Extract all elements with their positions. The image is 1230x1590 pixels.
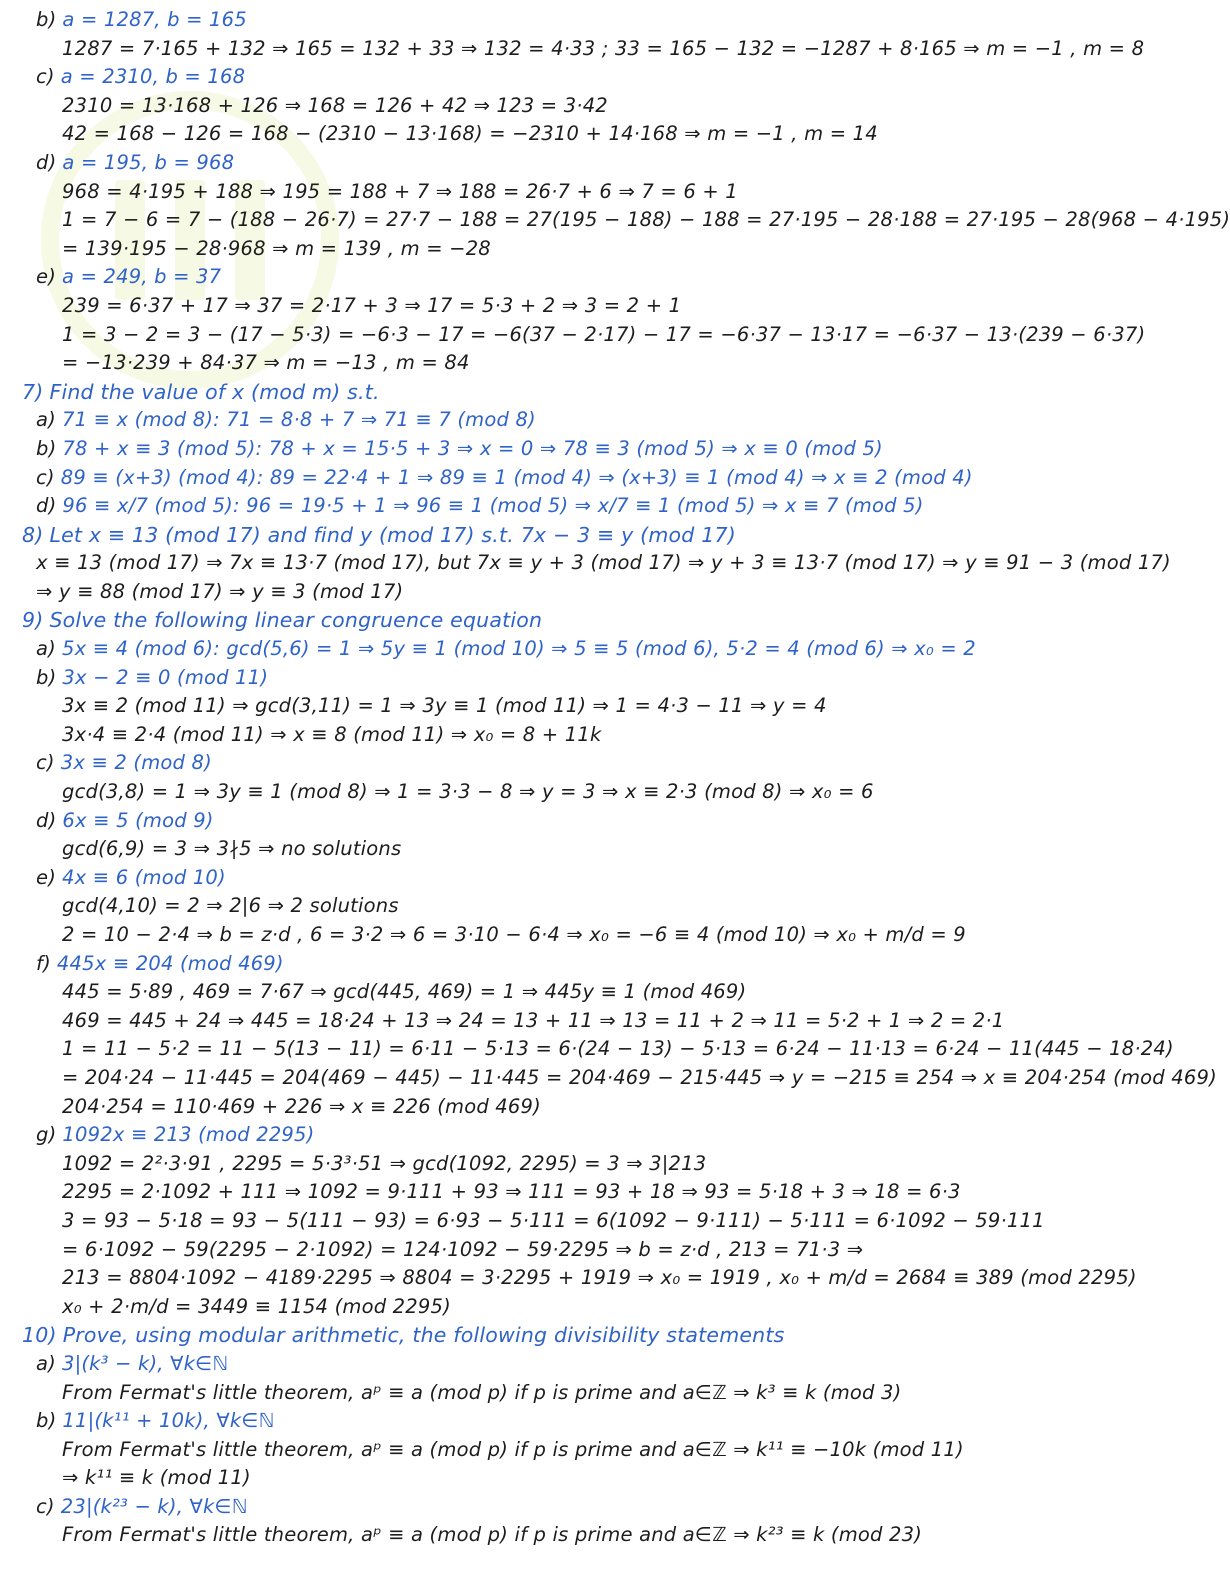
- line-text: 1287 = 7·165 + 132 ⇒ 165 = 132 + 33 ⇒ 132 = 4·33 ; 33 = 165 − 132 = −1287 + 8·165 ⇒ m = −1 , m = 8: [62, 36, 1145, 60]
- solution-line: [22, 1236, 1107, 1265]
- subexercise-line: [22, 1493, 1107, 1522]
- line-text: Let x ≡ 13 (mod 17) and find y (mod 17) s.t. 7x − 3 ≡ y (mod 17): [49, 522, 736, 547]
- line-text: 3 = 93 − 5·18 = 93 − 5(111 − 93) = 6·93 − 5·111 = 6(1092 − 9·111) − 5·111 = 6·1092 − 59·111: [62, 1208, 1045, 1232]
- line-text: 4x ≡ 6 (mod 10): [62, 865, 226, 889]
- item-label: b): [36, 8, 57, 31]
- solution-line: [22, 1379, 1107, 1408]
- line-text: a = 249, b = 37: [62, 265, 222, 289]
- line-text: 23|(k²³ − k), ∀k∈ℕ: [60, 1494, 248, 1518]
- solution-line: [22, 1093, 1107, 1122]
- item-label: a): [36, 1351, 56, 1375]
- solution-line: [22, 1150, 1107, 1179]
- line-text: = 204·24 − 11·445 = 204(469 − 445) − 11·445 = 204·469 − 215·445 ⇒ y = −215 ≡ 254 ⇒ x ≡ 204·254 (mod 469): [62, 1065, 1217, 1089]
- line-text: 1 = 3 − 2 = 3 − (17 − 5·3) = −6·3 − 17 = −6(37 − 2·17) − 17 = −6·37 − 13·17 = −6·37 − 13·(239 − 6·37): [62, 322, 1146, 346]
- line-text: Solve the following linear congruence equation: [49, 608, 543, 633]
- solution-line: [22, 349, 1107, 378]
- line-text: 5x ≡ 4 (mod 6): gcd(5,6) = 1 ⇒ 5y ≡ 1 (mod 10) ⇒ 5 ≡ 5 (mod 6), 5·2 = 4 (mod 6) ⇒ x₀ = 2: [61, 637, 976, 661]
- solution-line: [22, 1293, 1107, 1322]
- line-text: 89 ≡ (x+3) (mod 4): 89 = 22·4 + 1 ⇒ 89 ≡ 1 (mod 4) ⇒ (x+3) ≡ 1 (mod 4) ⇒ x ≡ 2 (mod 4): [60, 465, 973, 489]
- line-text: 42 = 168 − 126 = 168 − (2310 − 13·168) = −2310 + 14·168 ⇒ m = −1 , m = 14: [62, 122, 878, 146]
- solution-line: [22, 1064, 1217, 1093]
- line-text: Prove, using modular arithmetic, the following divisibility statements: [62, 1323, 785, 1348]
- line-text: From Fermat's little theorem, aᵖ ≡ a (mod p) if p is prime and a∈ℤ ⇒ k²³ ≡ k (mod 23): [62, 1523, 923, 1547]
- line-text: 71 ≡ x (mod 8): 71 = 8·8 + 7 ⇒ 71 ≡ 7 (mod 8): [61, 408, 536, 432]
- line-text: 78 + x ≡ 3 (mod 5): 78 + x = 15·5 + 3 ⇒ x = 0 ⇒ 78 ≡ 3 (mod 5) ⇒ x ≡ 0 (mod 5): [62, 436, 883, 460]
- line-text: 6x ≡ 5 (mod 9): [62, 808, 214, 832]
- solution-line: [22, 778, 1107, 807]
- subexercise-line: [22, 149, 1107, 178]
- line-text: gcd(3,8) = 1 ⇒ 3y ≡ 1 (mod 8) ⇒ 1 = 3·3 − 8 ⇒ y = 3 ⇒ x ≡ 2·3 (mod 8) ⇒ x₀ = 6: [62, 780, 874, 804]
- item-label: f): [36, 951, 51, 975]
- line-text: 11|(k¹¹ + 10k), ∀k∈ℕ: [62, 1409, 275, 1433]
- item-label: b): [36, 1409, 57, 1433]
- subexercise-line: [22, 63, 1107, 92]
- item-label: 10): [22, 1323, 57, 1348]
- item-label: c): [36, 465, 55, 489]
- item-label: d): [36, 150, 57, 174]
- line-text: 968 = 4·195 + 188 ⇒ 195 = 188 + 7 ⇒ 188 = 26·7 + 6 ⇒ 7 = 6 + 1: [62, 179, 738, 203]
- subexercise-line: [22, 464, 1107, 493]
- solution-line: [22, 692, 1107, 721]
- solution-line: [22, 1007, 1107, 1036]
- solution-line: [22, 1521, 1107, 1550]
- line-text: From Fermat's little theorem, aᵖ ≡ a (mod p) if p is prime and a∈ℤ ⇒ k¹¹ ≡ −10k (mod 11): [62, 1437, 964, 1461]
- item-label: 7): [22, 379, 44, 404]
- line-text: 445 = 5·89 , 469 = 7·67 ⇒ gcd(445, 469) = 1 ⇒ 445y ≡ 1 (mod 469): [62, 980, 747, 1004]
- solution-line: [22, 549, 1171, 578]
- item-label: b): [36, 665, 57, 689]
- line-text: 3x ≡ 2 (mod 11) ⇒ gcd(3,11) = 1 ⇒ 3y ≡ 1 (mod 11) ⇒ 1 = 4·3 − 11 ⇒ y = 4: [62, 694, 827, 718]
- subexercise-line: [22, 749, 1107, 778]
- exercise-heading: [22, 521, 1107, 550]
- item-label: c): [36, 1494, 55, 1518]
- line-text: ⇒ y ≡ 88 (mod 17) ⇒ y ≡ 3 (mod 17): [36, 579, 404, 603]
- solution-line: [22, 892, 1107, 921]
- line-text: 1 = 7 − 6 = 7 − (188 − 26·7) = 27·7 − 188 = 27(195 − 188) − 188 = 27·195 − 28·188 = 27·195 − 28(968 − 4·195): [62, 208, 1230, 232]
- solution-line: [22, 321, 1146, 350]
- exercise-heading: [22, 606, 1107, 635]
- solution-line: [22, 578, 1107, 607]
- line-text: 2295 = 2·1092 + 111 ⇒ 1092 = 9·111 + 93 ⇒ 111 = 93 + 18 ⇒ 93 = 5·18 + 3 ⇒ 18 = 6·3: [62, 1180, 961, 1204]
- solution-line: [22, 292, 1107, 321]
- subexercise-line: [22, 406, 1107, 435]
- line-text: a = 195, b = 968: [62, 150, 235, 174]
- subexercise-line: [22, 635, 1107, 664]
- item-label: 8): [22, 522, 44, 547]
- solution-line: [22, 1264, 1137, 1293]
- subexercise-line: [22, 1407, 1107, 1436]
- line-text: 445x ≡ 204 (mod 469): [56, 951, 284, 975]
- line-text: 1 = 11 − 5·2 = 11 − 5(13 − 11) = 6·11 − 5·13 = 6·(24 − 13) − 5·13 = 6·24 − 11·13 = 6·24 − 11(445 − 18·24): [62, 1037, 1174, 1061]
- line-text: 2310 = 13·168 + 126 ⇒ 168 = 126 + 42 ⇒ 123 = 3·42: [62, 93, 608, 117]
- item-label: g): [36, 1123, 57, 1147]
- line-text: 3x·4 ≡ 2·4 (mod 11) ⇒ x ≡ 8 (mod 11) ⇒ x₀ = 8 + 11k: [62, 722, 602, 746]
- subexercise-line: [22, 435, 1107, 464]
- line-text: x ≡ 13 (mod 17) ⇒ 7x ≡ 13·7 (mod 17), but 7x ≡ y + 3 (mod 17) ⇒ y + 3 ≡ 13·7 (mod 17) ⇒ y ≡ 91 − 3 (mod 17): [36, 551, 1171, 575]
- line-text: 3x ≡ 2 (mod 8): [60, 751, 212, 775]
- item-label: e): [36, 265, 57, 289]
- subexercise-line: [22, 1121, 1107, 1150]
- exercise-heading: [22, 378, 1107, 407]
- solution-line: [22, 206, 1230, 235]
- item-label: a): [36, 637, 56, 661]
- line-text: 204·254 = 110·469 + 226 ⇒ x ≡ 226 (mod 469): [62, 1094, 541, 1118]
- item-label: c): [36, 65, 55, 89]
- line-text: 239 = 6·37 + 17 ⇒ 37 = 2·17 + 3 ⇒ 17 = 5·3 + 2 ⇒ 3 = 2 + 1: [62, 293, 682, 317]
- solution-line: [22, 1436, 1107, 1465]
- subexercise-line: [22, 807, 1107, 836]
- line-text: 1092x ≡ 213 (mod 2295): [62, 1123, 315, 1147]
- line-text: 96 ≡ x/7 (mod 5): 96 = 19·5 + 1 ⇒ 96 ≡ 1 (mod 5) ⇒ x/7 ≡ 1 (mod 5) ⇒ x ≡ 7 (mod 5): [62, 494, 924, 518]
- line-text: a = 1287, b = 165: [62, 8, 247, 31]
- line-text: 213 = 8804·1092 − 4189·2295 ⇒ 8804 = 3·2295 + 1919 ⇒ x₀ = 1919 , x₀ + m/d = 2684 ≡ 389 (mod 2295): [62, 1266, 1137, 1290]
- solution-line: [22, 978, 1107, 1007]
- subexercise-line: [22, 1350, 1107, 1379]
- line-text: 1092 = 2²·3·91 , 2295 = 5·3³·51 ⇒ gcd(1092, 2295) = 3 ⇒ 3|213: [62, 1151, 707, 1175]
- solution-line: [22, 1178, 1107, 1207]
- solution-line: [22, 721, 1107, 750]
- item-label: d): [36, 494, 57, 518]
- line-text: 2 = 10 − 2·4 ⇒ b = z·d , 6 = 3·2 ⇒ 6 = 3·10 − 6·4 ⇒ x₀ = −6 ≡ 4 (mod 10) ⇒ x₀ + m/d = 9: [62, 923, 966, 946]
- line-text: 3x − 2 ≡ 0 (mod 11): [62, 665, 269, 689]
- item-label: c): [36, 751, 55, 775]
- line-text: = 6·1092 − 59(2295 − 2·1092) = 124·1092 − 59·2295 ⇒ b = z·d , 213 = 71·3 ⇒: [62, 1237, 864, 1261]
- subexercise-line: [22, 6, 1107, 35]
- line-text: 469 = 445 + 24 ⇒ 445 = 18·24 + 13 ⇒ 24 = 13 + 11 ⇒ 13 = 11 + 2 ⇒ 11 = 5·2 + 1 ⇒ 2 = 2·1: [62, 1008, 1005, 1032]
- item-label: b): [36, 436, 57, 460]
- solution-line: [22, 1207, 1107, 1236]
- subexercise-line: [22, 950, 1107, 979]
- line-text: Find the value of x (mod m) s.t.: [49, 379, 380, 404]
- line-text: gcd(6,9) = 3 ⇒ 3∤5 ⇒ no solutions: [62, 837, 402, 861]
- item-label: e): [36, 865, 57, 889]
- item-label: a): [36, 408, 56, 432]
- line-text: a = 2310, b = 168: [60, 65, 246, 89]
- subexercise-line: [22, 492, 1107, 521]
- exercise-heading: [22, 1321, 1107, 1350]
- solution-line: [22, 921, 1107, 950]
- subexercise-line: [22, 263, 1107, 292]
- item-label: d): [36, 808, 57, 832]
- solution-line: [22, 35, 1145, 64]
- line-text: ⇒ k¹¹ ≡ k (mod 11): [62, 1466, 251, 1490]
- solution-line: [22, 1464, 1107, 1493]
- line-text: 3|(k³ − k), ∀k∈ℕ: [61, 1351, 229, 1375]
- solution-line: [22, 835, 1107, 864]
- solution-line: [22, 178, 1107, 207]
- line-text: = −13·239 + 84·37 ⇒ m = −13 , m = 84: [62, 351, 470, 375]
- solution-line: [22, 1035, 1174, 1064]
- solution-line: [22, 92, 1107, 121]
- line-text: = 139·195 − 28·968 ⇒ m = 139 , m = −28: [62, 236, 491, 260]
- line-text: gcd(4,10) = 2 ⇒ 2|6 ⇒ 2 solutions: [62, 894, 399, 918]
- line-text: From Fermat's little theorem, aᵖ ≡ a (mod p) if p is prime and a∈ℤ ⇒ k³ ≡ k (mod 3): [62, 1380, 902, 1404]
- subexercise-line: [22, 864, 1107, 893]
- line-text: x₀ + 2·m/d = 3449 ≡ 1154 (mod 2295): [62, 1294, 451, 1318]
- solution-line: [22, 235, 1107, 264]
- item-label: 9): [22, 608, 44, 633]
- subexercise-line: [22, 664, 1107, 693]
- solution-line: [22, 120, 1107, 149]
